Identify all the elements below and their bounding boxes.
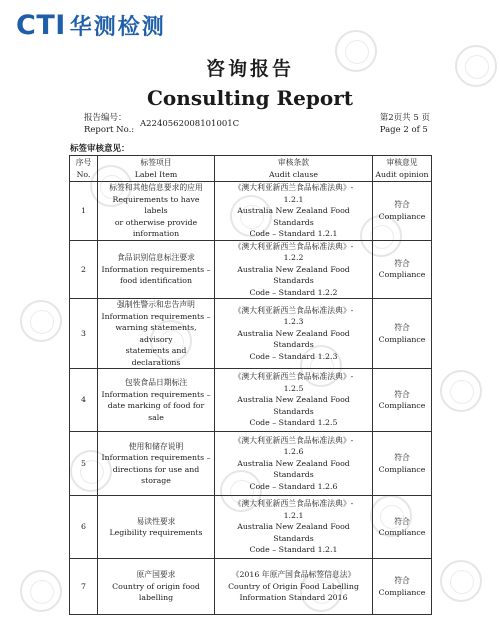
audit-clause-cell	[215, 496, 373, 559]
cell-line: Compliance	[378, 334, 426, 344]
cell-line: Australia New Zealand Food Standards	[237, 206, 350, 227]
audit-opinion-cell	[373, 240, 432, 299]
cell-line: Code – Standard 1.2.1	[249, 229, 338, 238]
cell-line: 符合	[394, 323, 410, 332]
cell-line: Australia New Zealand Food Standards	[237, 264, 350, 285]
cell-line: 《澳大利亚新西兰食品标准法典》-	[233, 241, 354, 251]
cell-line: Compliance	[378, 587, 426, 597]
cell-line: Code – Standard 1.2.3	[249, 351, 338, 361]
watermark-seal	[20, 300, 62, 342]
audit-clause-cell	[215, 182, 373, 241]
label-item-cell	[98, 369, 215, 432]
cell-line: 符合	[394, 516, 410, 526]
table-row	[70, 369, 432, 432]
audit-clause-cell	[215, 369, 373, 432]
audit-opinion-cell	[373, 182, 432, 241]
table-row	[70, 240, 432, 299]
cell-line: 1.2.6	[283, 447, 304, 457]
row-number: 5	[70, 432, 98, 496]
cell-line: Compliance	[378, 528, 426, 537]
cell-line: Legibility requirements	[109, 528, 203, 537]
cell-line: 符合	[394, 389, 410, 399]
cell-line: Code – Standard 1.2.5	[249, 418, 338, 428]
cell-line: statements and declarations	[125, 346, 187, 367]
column-header	[215, 156, 373, 182]
row-number: 2	[70, 240, 98, 299]
logo-chinese: 华测检测	[69, 15, 166, 40]
cell-line: 《2016 年原产国食品标签信息法》	[231, 570, 356, 580]
cell-line: or otherwise provide	[114, 217, 198, 227]
company-logo	[16, 10, 166, 41]
cell-line: directions for use and storage	[112, 464, 200, 485]
column-header-en: Label Item	[134, 169, 178, 179]
audit-opinion-cell	[373, 299, 432, 369]
cell-line: information	[132, 229, 180, 238]
cell-line: Information requirements –	[101, 453, 211, 462]
cell-line: Information Standard 2016	[239, 593, 348, 603]
cell-line: 《澳大利亚新西兰食品标准法典》-	[233, 435, 354, 445]
cell-line: Information requirements –	[101, 311, 211, 321]
cell-line: Compliance	[378, 464, 426, 474]
table-row	[70, 559, 432, 615]
column-header-en: No.	[76, 169, 91, 179]
column-header	[98, 156, 215, 182]
cell-line: 1.2.1	[283, 510, 304, 520]
row-number: 1	[70, 182, 98, 241]
cell-line: 1.2.2	[283, 253, 304, 262]
cell-line: date marking of food for sale	[107, 401, 205, 422]
page-title-en: Consulting Report	[147, 86, 353, 110]
watermark-seal	[20, 570, 62, 612]
audit-opinion-cell	[373, 559, 432, 615]
column-header-en: Audit clause	[269, 169, 318, 179]
label-item-cell	[98, 299, 215, 369]
cell-line: 标签和其他信息要求的应用	[109, 183, 203, 192]
cell-line: 符合	[394, 453, 410, 462]
audit-clause-cell	[215, 299, 373, 369]
cell-line: food identification	[119, 276, 193, 285]
watermark-seal	[440, 370, 482, 412]
audit-opinion-cell	[373, 369, 432, 432]
column-header-cn: 审核意见	[386, 158, 418, 167]
label-item-cell	[98, 432, 215, 496]
cell-line: labelling	[138, 593, 174, 603]
cell-line: 1.2.5	[283, 383, 304, 393]
row-number: 4	[70, 369, 98, 432]
cell-line: Compliance	[378, 211, 426, 221]
report-number-label: 报告编号： Report No.:	[84, 113, 135, 135]
cell-line: Information requirements –	[101, 389, 211, 399]
column-header-cn: 序号	[75, 158, 92, 167]
label-item-cell	[98, 559, 215, 615]
cell-line: Australia New Zealand Food Standards	[237, 522, 350, 543]
cell-line: 《澳大利亚新西兰食品标准法典》-	[233, 372, 354, 382]
cell-line: 《澳大利亚新西兰食品标准法典》-	[233, 183, 354, 192]
section-title: 标签审核意见：	[70, 144, 130, 154]
table-body	[70, 182, 432, 615]
table-row	[70, 182, 432, 241]
label-item-cell	[98, 240, 215, 299]
audit-opinion-cell	[373, 496, 432, 559]
cell-line: Code – Standard 1.2.1	[249, 545, 338, 555]
row-number: 7	[70, 559, 98, 615]
cell-line: 符合	[394, 200, 410, 210]
cell-line: 《澳大利亚新西兰食品标准法典》-	[233, 305, 354, 315]
table-row	[70, 432, 432, 496]
cell-line: Compliance	[378, 401, 426, 410]
report-number-value: A2240562008101001C	[140, 119, 240, 129]
label-item-cell	[98, 496, 215, 559]
audit-table	[69, 155, 432, 615]
cell-line: Australia New Zealand Food Standards	[237, 458, 350, 480]
row-number: 6	[70, 496, 98, 559]
table-header-row	[70, 156, 432, 182]
cell-line: Country of origin food	[112, 581, 200, 591]
label-item-cell	[98, 182, 215, 241]
audit-clause-cell	[215, 240, 373, 299]
column-header	[373, 156, 432, 182]
cell-line: Code – Standard 1.2.2	[249, 287, 338, 297]
cell-line: Australia New Zealand Food Standards	[237, 328, 350, 350]
cell-line: 食品识别信息标注要求	[117, 253, 195, 262]
page-title-cn: 咨询报告	[205, 58, 294, 80]
cell-line: Country of Origin Food Labelling	[228, 581, 359, 591]
cell-line: 原产国要求	[136, 570, 176, 580]
column-header-en: Audit opinion	[375, 169, 429, 179]
cell-line: 易读性要求	[136, 516, 176, 526]
cell-line: 使用和储存说明	[128, 441, 184, 451]
cell-line: 强制性警示和忠告声明	[117, 300, 195, 309]
column-header-cn: 审核条款	[277, 158, 310, 167]
cell-line: Compliance	[378, 270, 426, 280]
cell-line: 1.2.3	[283, 317, 304, 327]
audit-clause-cell	[215, 432, 373, 496]
column-header	[70, 156, 98, 182]
cell-line: 符合	[394, 258, 410, 268]
cell-line: Australia New Zealand Food Standards	[237, 395, 350, 416]
page-indicator: 第2页共 5 页 Page 2 of 5	[379, 113, 430, 135]
cell-line: Code – Standard 1.2.6	[249, 481, 338, 491]
audit-clause-cell	[215, 559, 373, 615]
cell-line: Requirements to have labels	[112, 194, 200, 215]
cell-line: Information requirements –	[101, 264, 211, 274]
column-header-cn: 标签项目	[140, 158, 172, 167]
row-number: 3	[70, 299, 98, 369]
cell-line: 1.2.1	[283, 194, 304, 204]
watermark-seal	[440, 560, 482, 602]
cell-line: 包装食品日期标注	[124, 378, 188, 387]
audit-opinion-cell	[373, 432, 432, 496]
cell-line: 符合	[394, 576, 410, 585]
cell-line: 《澳大利亚新西兰食品标准法典》-	[233, 499, 354, 509]
table-row	[70, 299, 432, 369]
table-row	[70, 496, 432, 559]
cell-line: warning statements, advisory	[115, 323, 197, 344]
logo-text: CTI	[16, 10, 66, 41]
